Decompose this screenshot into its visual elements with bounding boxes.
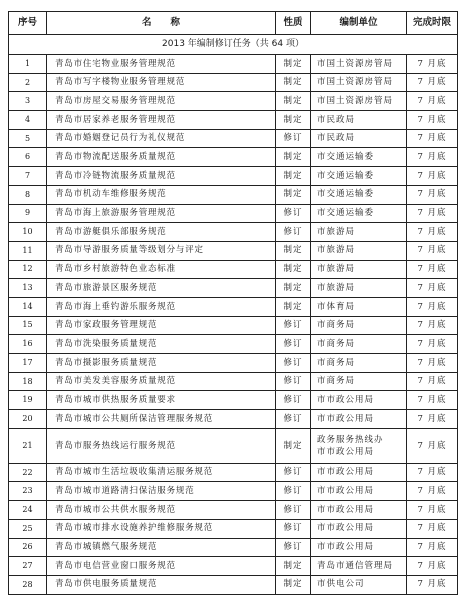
task-table-container	[8, 11, 458, 595]
row-name: 青岛市居家养老服务管理规范	[47, 111, 276, 130]
table-row	[9, 260, 458, 279]
row-name: 青岛市城市供热服务质量要求	[47, 391, 276, 410]
row-deadline: 7 月底	[407, 92, 458, 111]
row-name: 青岛市电信营业窗口服务规范	[47, 557, 276, 576]
row-nature: 制定	[276, 167, 311, 186]
row-unit: 市体育局	[311, 297, 407, 316]
row-deadline: 7 月底	[407, 428, 458, 463]
row-unit: 市国土资源房管局	[311, 73, 407, 92]
row-number: 18	[9, 372, 47, 391]
row-unit: 市市政公用局	[311, 463, 407, 482]
section-title-row	[9, 35, 458, 55]
row-number: 20	[9, 410, 47, 429]
row-nature: 修订	[276, 354, 311, 373]
row-number: 12	[9, 260, 47, 279]
row-nature: 修订	[276, 519, 311, 538]
row-nature: 制定	[276, 73, 311, 92]
row-unit: 市商务局	[311, 316, 407, 335]
row-number: 14	[9, 297, 47, 316]
row-nature: 制定	[276, 260, 311, 279]
row-name: 青岛市海上垂钓游乐服务规范	[47, 297, 276, 316]
row-nature: 制定	[276, 111, 311, 130]
row-nature: 修订	[276, 410, 311, 429]
row-number: 15	[9, 316, 47, 335]
row-name: 青岛市城市排水设施养护维修服务规范	[47, 519, 276, 538]
row-deadline: 7 月底	[407, 297, 458, 316]
table-row	[9, 335, 458, 354]
table-row	[9, 501, 458, 520]
table-row	[9, 167, 458, 186]
row-name: 青岛市服务热线运行服务规范	[47, 428, 276, 463]
row-deadline: 7 月底	[407, 372, 458, 391]
row-number: 2	[9, 73, 47, 92]
row-unit: 市交通运输委	[311, 204, 407, 223]
row-nature: 修订	[276, 391, 311, 410]
row-nature: 制定	[276, 241, 311, 260]
table-row	[9, 92, 458, 111]
row-deadline: 7 月底	[407, 410, 458, 429]
row-name: 青岛市房屋交易服务管理规范	[47, 92, 276, 111]
row-name: 青岛市住宅物业服务管理规范	[47, 55, 276, 74]
row-name: 青岛市物流配送服务质量规范	[47, 148, 276, 167]
row-name: 青岛市摄影服务质量规范	[47, 354, 276, 373]
row-unit: 市交通运输委	[311, 185, 407, 204]
header-no: 序号	[9, 12, 47, 35]
row-number: 19	[9, 391, 47, 410]
row-nature: 制定	[276, 148, 311, 167]
row-nature: 制定	[276, 279, 311, 298]
table-row	[9, 204, 458, 223]
row-deadline: 7 月底	[407, 354, 458, 373]
row-unit: 市旅游局	[311, 279, 407, 298]
task-table	[8, 11, 458, 595]
row-nature: 制定	[276, 575, 311, 594]
row-unit: 市旅游局	[311, 223, 407, 242]
row-unit: 市民政局	[311, 129, 407, 148]
row-deadline: 7 月底	[407, 391, 458, 410]
row-unit: 市交通运输委	[311, 148, 407, 167]
row-name: 青岛市写字楼物业服务管理规范	[47, 73, 276, 92]
table-row	[9, 519, 458, 538]
row-unit: 市旅游局	[311, 241, 407, 260]
row-deadline: 7 月底	[407, 73, 458, 92]
row-deadline: 7 月底	[407, 223, 458, 242]
row-deadline: 7 月底	[407, 279, 458, 298]
row-unit: 市交通运输委	[311, 167, 407, 186]
row-name: 青岛市城镇燃气服务规范	[47, 538, 276, 557]
header-name: 名 称	[47, 12, 276, 35]
row-unit: 青岛市通信管理局	[311, 557, 407, 576]
table-row	[9, 538, 458, 557]
row-nature: 制定	[276, 557, 311, 576]
header-unit: 编制单位	[311, 12, 407, 35]
table-row	[9, 241, 458, 260]
row-name: 青岛市美发美容服务质量规范	[47, 372, 276, 391]
table-row	[9, 55, 458, 74]
row-deadline: 7 月底	[407, 316, 458, 335]
row-number: 4	[9, 111, 47, 130]
row-nature: 修订	[276, 223, 311, 242]
row-deadline: 7 月底	[407, 204, 458, 223]
row-number: 23	[9, 482, 47, 501]
table-row	[9, 148, 458, 167]
row-number: 24	[9, 501, 47, 520]
row-unit-line: 政务服务热线办	[317, 434, 384, 445]
row-number: 25	[9, 519, 47, 538]
row-number: 28	[9, 575, 47, 594]
table-row	[9, 391, 458, 410]
row-name: 青岛市海上旅游服务管理规范	[47, 204, 276, 223]
row-nature: 修订	[276, 204, 311, 223]
row-nature: 制定	[276, 55, 311, 74]
row-deadline: 7 月底	[407, 167, 458, 186]
table-row	[9, 279, 458, 298]
table-header-row	[9, 12, 458, 35]
row-unit: 市国土资源房管局	[311, 55, 407, 74]
row-unit-line: 市市政公用局	[317, 446, 375, 457]
row-number: 13	[9, 279, 47, 298]
row-nature: 修订	[276, 316, 311, 335]
table-row	[9, 185, 458, 204]
header-deadline: 完成时限	[407, 12, 458, 35]
row-name: 青岛市婚姻登记员行为礼仪规范	[47, 129, 276, 148]
row-number: 9	[9, 204, 47, 223]
row-unit: 市市政公用局	[311, 538, 407, 557]
table-row	[9, 410, 458, 429]
row-deadline: 7 月底	[407, 55, 458, 74]
row-unit: 市商务局	[311, 335, 407, 354]
row-number: 3	[9, 92, 47, 111]
row-number: 21	[9, 428, 47, 463]
row-name: 青岛市家政服务管理规范	[47, 316, 276, 335]
row-name: 青岛市城市公共供水服务规范	[47, 501, 276, 520]
row-number: 5	[9, 129, 47, 148]
row-number: 10	[9, 223, 47, 242]
row-name: 青岛市供电服务质量规范	[47, 575, 276, 594]
row-name: 青岛市城市生活垃圾收集清运服务规范	[47, 463, 276, 482]
table-row	[9, 297, 458, 316]
row-name: 青岛市机动车维修服务规范	[47, 185, 276, 204]
row-deadline: 7 月底	[407, 538, 458, 557]
table-row	[9, 482, 458, 501]
row-number: 17	[9, 354, 47, 373]
table-row	[9, 372, 458, 391]
table-row	[9, 557, 458, 576]
row-nature: 修订	[276, 335, 311, 354]
row-deadline: 7 月底	[407, 185, 458, 204]
row-name: 青岛市游艇俱乐部服务规范	[47, 223, 276, 242]
row-nature: 制定	[276, 297, 311, 316]
row-unit: 市民政局	[311, 111, 407, 130]
row-nature: 修订	[276, 129, 311, 148]
table-row	[9, 463, 458, 482]
row-name: 青岛市城市公共厕所保洁管理服务规范	[47, 410, 276, 429]
header-nature: 性质	[276, 12, 311, 35]
row-name: 青岛市洗染服务质量规范	[47, 335, 276, 354]
row-deadline: 7 月底	[407, 463, 458, 482]
row-number: 22	[9, 463, 47, 482]
row-number: 16	[9, 335, 47, 354]
table-row	[9, 73, 458, 92]
table-row	[9, 129, 458, 148]
row-deadline: 7 月底	[407, 519, 458, 538]
row-number: 7	[9, 167, 47, 186]
row-name: 青岛市冷链物流服务质量规范	[47, 167, 276, 186]
row-name: 青岛市乡村旅游特色业态标准	[47, 260, 276, 279]
row-deadline: 7 月底	[407, 335, 458, 354]
row-nature: 修订	[276, 538, 311, 557]
row-number: 27	[9, 557, 47, 576]
row-deadline: 7 月底	[407, 148, 458, 167]
row-unit: 市市政公用局	[311, 410, 407, 429]
row-deadline: 7 月底	[407, 501, 458, 520]
row-deadline: 7 月底	[407, 482, 458, 501]
row-unit: 市旅游局	[311, 260, 407, 279]
row-unit: 市市政公用局	[311, 391, 407, 410]
table-row	[9, 111, 458, 130]
row-number: 8	[9, 185, 47, 204]
row-deadline: 7 月底	[407, 260, 458, 279]
row-nature: 修订	[276, 463, 311, 482]
row-nature: 制定	[276, 428, 311, 463]
row-number: 1	[9, 55, 47, 74]
table-row	[9, 575, 458, 594]
row-unit: 市商务局	[311, 372, 407, 391]
row-nature: 修订	[276, 501, 311, 520]
table-row	[9, 223, 458, 242]
row-number: 6	[9, 148, 47, 167]
row-nature: 修订	[276, 482, 311, 501]
row-deadline: 7 月底	[407, 557, 458, 576]
table-row	[9, 316, 458, 335]
row-name: 青岛市城市道路清扫保洁服务规范	[47, 482, 276, 501]
section-title: 2013 年编制修订任务（共 64 项）	[9, 35, 458, 55]
row-name: 青岛市导游服务质量等级划分与评定	[47, 241, 276, 260]
row-unit: 市商务局	[311, 354, 407, 373]
row-deadline: 7 月底	[407, 241, 458, 260]
row-unit: 市供电公司	[311, 575, 407, 594]
row-unit: 市市政公用局	[311, 482, 407, 501]
row-name: 青岛市旅游景区服务规范	[47, 279, 276, 298]
row-unit: 市国土资源房管局	[311, 92, 407, 111]
row-unit: 市市政公用局	[311, 501, 407, 520]
row-deadline: 7 月底	[407, 129, 458, 148]
row-unit	[311, 428, 407, 463]
row-nature: 修订	[276, 372, 311, 391]
row-number: 11	[9, 241, 47, 260]
row-nature: 制定	[276, 185, 311, 204]
row-number: 26	[9, 538, 47, 557]
table-row	[9, 354, 458, 373]
row-deadline: 7 月底	[407, 575, 458, 594]
table-row	[9, 428, 458, 463]
row-nature: 制定	[276, 92, 311, 111]
row-unit: 市市政公用局	[311, 519, 407, 538]
row-deadline: 7 月底	[407, 111, 458, 130]
